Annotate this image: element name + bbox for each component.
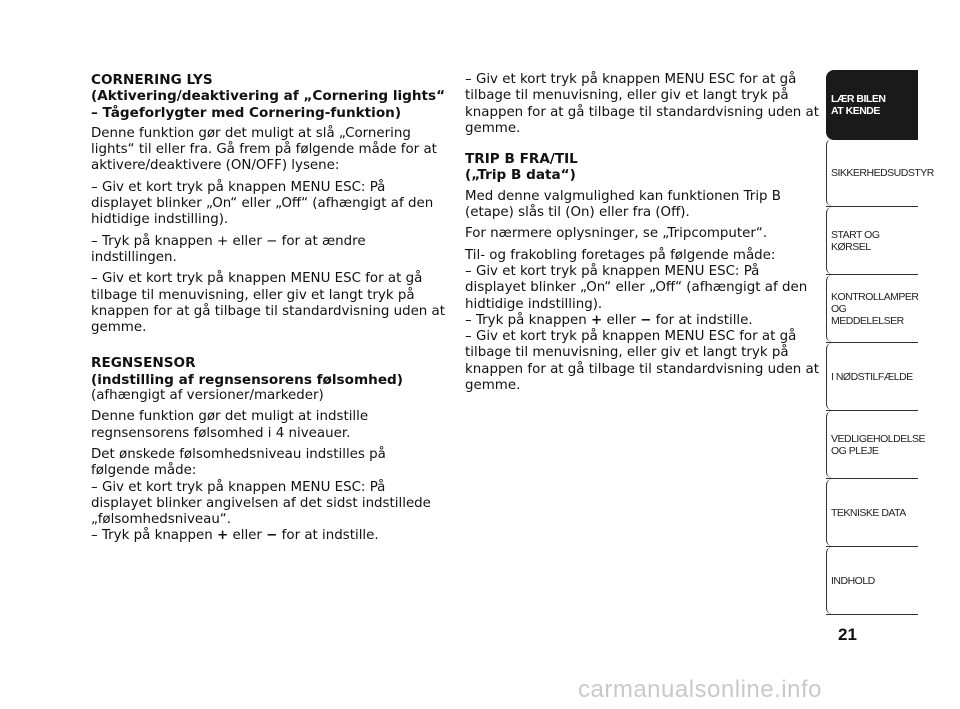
paragraph: [465, 313, 820, 329]
text: eller: [602, 312, 641, 328]
plus-symbol: +: [217, 528, 229, 544]
section-subtitle-cornering: (Aktivering/deaktivering af „Cornering lights“: [91, 88, 446, 105]
tab-vedligeholdelse[interactable]: [826, 411, 926, 479]
tab-start-og-korsel[interactable]: [826, 207, 918, 275]
tab-label: START OG KØRSEL: [831, 228, 880, 253]
tab-indhold[interactable]: [826, 547, 918, 615]
paragraph: [91, 528, 447, 544]
paragraph: – Giv et kort tryk på knappen MENU ESC for at gå tilbage til menuvisning, eller giv et langt tryk på knappen for at gå tilbage til standardvisning uden at gemme.: [91, 271, 446, 336]
tab-label: TEKNISKE DATA: [831, 506, 906, 519]
paragraph: – Tryk på knappen + eller − for at ændre indstillingen.: [91, 233, 366, 265]
paragraph: Denne funktion gør det muligt at indstille regnsensorens følsomhed i 4 niveauer.: [91, 409, 369, 441]
tab-label: LÆR BILEN AT KENDE: [831, 93, 886, 117]
minus-symbol: −: [640, 312, 652, 328]
section-subtitle-cornering-2: – Tågeforlygter med Cornering-funktion): [91, 104, 402, 121]
section-title-cornering: CORNERING LYS: [91, 72, 213, 88]
section-title-rain-sensor: REGNSENSOR: [91, 355, 196, 372]
minus-symbol: −: [266, 528, 278, 544]
paragraph: Denne funktion gør det muligt at slå „Cornering lights“ til eller fra. Gå frem på følgende måde for at aktivere/deaktivere (ON/OFF) lysene:: [91, 125, 437, 174]
text: – Tryk på knappen: [465, 312, 591, 328]
text: for at indstille.: [277, 528, 379, 544]
text: for at indstille.: [651, 312, 753, 328]
paragraph: – Giv et kort tryk på knappen MENU ESC for at gå tilbage til menuvisning, eller giv et langt tryk på knappen for at gå tilbage til standardvisning uden at gemme.: [465, 72, 820, 136]
plus-symbol: +: [591, 312, 603, 328]
watermark: carmanualsonline.info: [578, 676, 822, 703]
paragraph: Det ønskede følsomhedsniveau indstilles på følgende måde:: [91, 446, 386, 479]
paragraph: Til- og frakobling foretages på følgende måde:: [465, 247, 776, 263]
paragraph: – Giv et kort tryk på knappen MENU ESC for at gå tilbage til menuvisning, eller giv et langt tryk på knappen for at gå tilbage til standardvisning uden at gemme.: [465, 329, 820, 394]
page-number: 21: [838, 625, 857, 644]
tab-label: SIKKERHEDSUDSTYR: [831, 166, 934, 179]
right-column: [465, 72, 820, 394]
tab-sikkerhedsudstyr[interactable]: [826, 139, 934, 207]
section-note: (afhængigt af versioner/markeder): [91, 388, 324, 404]
tab-label: VEDLIGEHOLDELSE OG PLEJE: [831, 432, 926, 457]
paragraph: – Giv et kort tryk på knappen MENU ESC: På displayet blinker „On“ eller „Off“ (afhængigt af den hidtidige indstilling).: [91, 179, 434, 228]
tab-tekniske-data[interactable]: [826, 479, 918, 547]
tab-kontrollamper[interactable]: [826, 275, 918, 343]
tab-i-nodstilfaelde[interactable]: [826, 343, 918, 411]
section-subtitle-rain-sensor: (indstilling af regnsensorens følsomhed): [91, 371, 403, 388]
tab-label: INDHOLD: [831, 574, 875, 587]
tab-laer-bilen-at-kende[interactable]: [826, 70, 918, 140]
left-column: [91, 72, 447, 545]
paragraph: Med denne valgmulighed kan funktionen Trip B (etape) slås til (On) eller fra (Off).: [465, 188, 781, 221]
text: – Tryk på knappen: [91, 528, 217, 544]
paragraph: For nærmere oplysninger, se „Tripcomputer“.: [465, 226, 768, 242]
section-title-trip-b: TRIP B FRA/TIL: [465, 151, 578, 168]
paragraph: – Giv et kort tryk på knappen MENU ESC: På displayet blinker „On“ eller „Off“ (afhængigt af den hidtidige indstilling).: [465, 263, 808, 312]
section-subtitle-trip-b: („Trip B data“): [465, 167, 576, 184]
chapter-tabs: [826, 70, 934, 615]
tab-label: I NØDSTILFÆLDE: [831, 370, 913, 383]
text: eller: [228, 528, 267, 544]
paragraph: – Giv et kort tryk på knappen MENU ESC: På displayet blinker angivelsen af det sidst indstillede „følsomhedsniveau“.: [91, 479, 431, 528]
tab-label: KONTROLLAMPER OG MEDDELELSER: [831, 290, 919, 327]
